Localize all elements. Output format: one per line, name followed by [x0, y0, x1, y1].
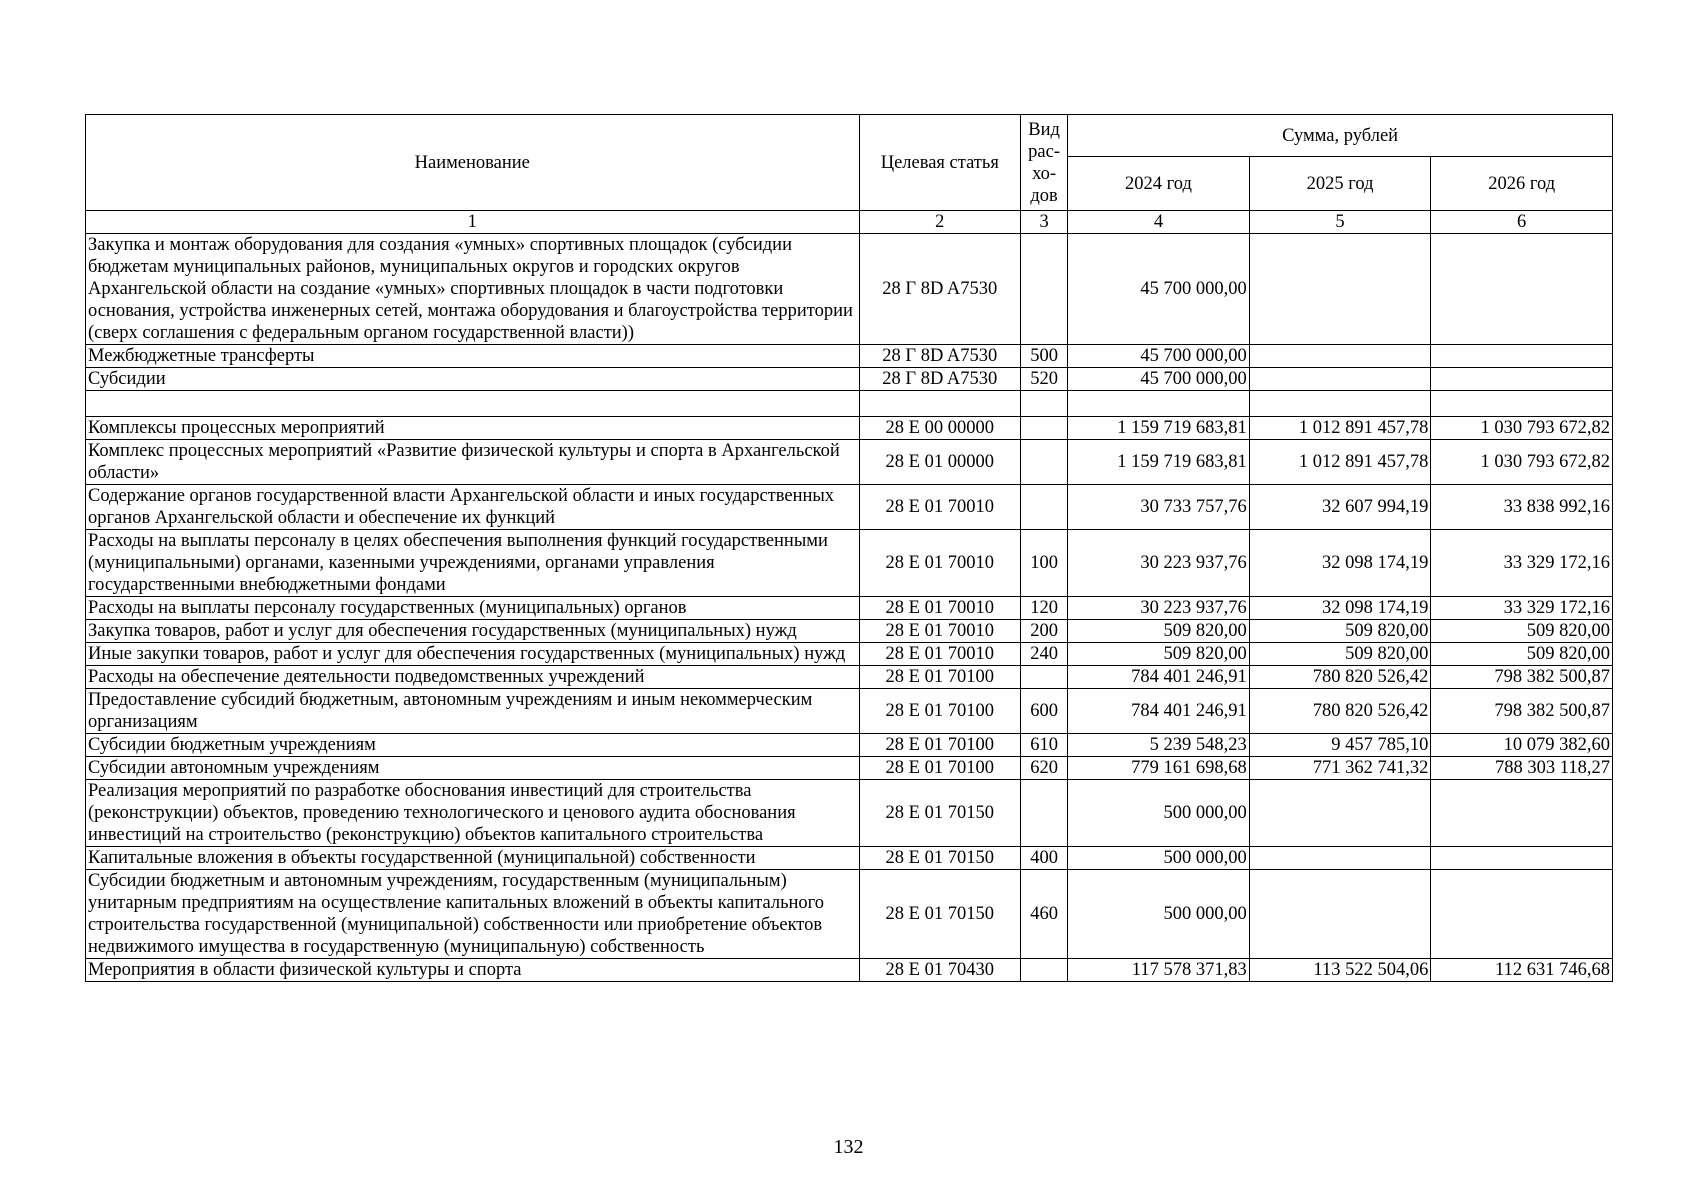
col-number: 2: [859, 211, 1021, 234]
row-code-cell: [859, 391, 1021, 417]
row-2025-cell: [1249, 345, 1431, 368]
row-2026-cell: 788 303 118,27: [1431, 757, 1613, 780]
row-2024-cell: 784 401 246,91: [1068, 689, 1250, 734]
row-2026-cell: [1431, 234, 1613, 345]
header-2024: 2024 год: [1068, 157, 1250, 211]
row-vid-cell: 460: [1021, 870, 1068, 959]
col-number: 5: [1249, 211, 1431, 234]
table-row: [86, 666, 1613, 689]
row-code-cell: 28 Е 01 70100: [859, 666, 1021, 689]
row-2025-cell: 509 820,00: [1249, 643, 1431, 666]
row-vid-cell: [1021, 485, 1068, 530]
row-name-cell: Иные закупки товаров, работ и услуг для обеспечения государственных (муниципальных) нужд: [86, 643, 860, 666]
row-2026-cell: 112 631 746,68: [1431, 959, 1613, 982]
row-2026-cell: [1431, 847, 1613, 870]
row-vid-cell: [1021, 234, 1068, 345]
row-name-cell: Субсидии бюджетным и автономным учреждениям, государственным (муниципальным) унитарным предприятиям на осуществление капитальных вложений в объекты капитального строительства государственной (муниципальной) собственности или приобретение объектов недвижимого имущества в государственную (муниципальную) собственность: [86, 870, 860, 959]
row-2025-cell: 509 820,00: [1249, 620, 1431, 643]
row-2024-cell: 117 578 371,83: [1068, 959, 1250, 982]
row-name-cell: Субсидии автономным учреждениям: [86, 757, 860, 780]
table-row: [86, 485, 1613, 530]
row-2024-cell: [1068, 391, 1250, 417]
row-vid-cell: [1021, 440, 1068, 485]
row-name-cell: Капитальные вложения в объекты государственной (муниципальной) собственности: [86, 847, 860, 870]
row-2025-cell: [1249, 847, 1431, 870]
row-vid-cell: 120: [1021, 597, 1068, 620]
row-code-cell: 28 Е 01 70010: [859, 620, 1021, 643]
row-vid-cell: 400: [1021, 847, 1068, 870]
row-vid-cell: 520: [1021, 368, 1068, 391]
row-2024-cell: 500 000,00: [1068, 780, 1250, 847]
header-2026: 2026 год: [1431, 157, 1613, 211]
column-numbers-row: [86, 211, 1613, 234]
row-2024-cell: 784 401 246,91: [1068, 666, 1250, 689]
row-code-cell: 28 Е 01 70100: [859, 757, 1021, 780]
row-code-cell: 28 Е 01 70100: [859, 734, 1021, 757]
row-code-cell: 28 Е 01 70100: [859, 689, 1021, 734]
row-2024-cell: 779 161 698,68: [1068, 757, 1250, 780]
table-body: [86, 234, 1613, 982]
header-2025: 2025 год: [1249, 157, 1431, 211]
row-name-cell: Расходы на обеспечение деятельности подведомственных учреждений: [86, 666, 860, 689]
row-name-cell: Содержание органов государственной власти Архангельской области и иных государственных органов Архангельской области и обеспечение их функций: [86, 485, 860, 530]
row-code-cell: 28 Г 8D A7530: [859, 234, 1021, 345]
row-2024-cell: 45 700 000,00: [1068, 234, 1250, 345]
row-code-cell: 28 Е 01 70150: [859, 780, 1021, 847]
row-code-cell: 28 Е 01 70010: [859, 485, 1021, 530]
row-code-cell: 28 Г 8D A7530: [859, 368, 1021, 391]
header-vid: Вид рас- хо- дов: [1021, 115, 1068, 211]
row-name-cell: Комплекс процессных мероприятий «Развитие физической культуры и спорта в Архангельской области»: [86, 440, 860, 485]
row-2026-cell: [1431, 391, 1613, 417]
row-name-cell: Межбюджетные трансферты: [86, 345, 860, 368]
row-name-cell: Субсидии: [86, 368, 860, 391]
row-vid-cell: 620: [1021, 757, 1068, 780]
row-2025-cell: 32 098 174,19: [1249, 530, 1431, 597]
table-row: [86, 959, 1613, 982]
row-2024-cell: 30 223 937,76: [1068, 530, 1250, 597]
table-row: [86, 643, 1613, 666]
row-2024-cell: 45 700 000,00: [1068, 368, 1250, 391]
col-number: 6: [1431, 211, 1613, 234]
row-name-cell: Субсидии бюджетным учреждениям: [86, 734, 860, 757]
row-vid-cell: 500: [1021, 345, 1068, 368]
row-2024-cell: 5 239 548,23: [1068, 734, 1250, 757]
row-name-cell: Мероприятия в области физической культуры и спорта: [86, 959, 860, 982]
table-row: [86, 440, 1613, 485]
row-name-cell: Расходы на выплаты персоналу в целях обеспечения выполнения функций государственными (муниципальными) органами, казенными учреждениями, органами управления государственными внебюджетными фондами: [86, 530, 860, 597]
row-code-cell: 28 Е 01 70430: [859, 959, 1021, 982]
row-vid-cell: 240: [1021, 643, 1068, 666]
page-number: 132: [833, 1136, 864, 1158]
row-code-cell: 28 Е 01 70010: [859, 597, 1021, 620]
row-2026-cell: 1 030 793 672,82: [1431, 440, 1613, 485]
row-2026-cell: 33 329 172,16: [1431, 530, 1613, 597]
row-2025-cell: 780 820 526,42: [1249, 689, 1431, 734]
row-2026-cell: 509 820,00: [1431, 643, 1613, 666]
row-2024-cell: 1 159 719 683,81: [1068, 440, 1250, 485]
row-vid-cell: [1021, 780, 1068, 847]
row-name-cell: Предоставление субсидий бюджетным, автономным учреждениям и иным некоммерческим организациям: [86, 689, 860, 734]
table-row: [86, 734, 1613, 757]
row-2025-cell: 32 607 994,19: [1249, 485, 1431, 530]
table-row: [86, 689, 1613, 734]
row-code-cell: 28 Е 01 70150: [859, 847, 1021, 870]
col-number: 3: [1021, 211, 1068, 234]
col-number: 4: [1068, 211, 1250, 234]
row-code-cell: 28 Г 8D A7530: [859, 345, 1021, 368]
row-2025-cell: [1249, 391, 1431, 417]
row-2024-cell: 500 000,00: [1068, 847, 1250, 870]
table-row: [86, 780, 1613, 847]
table-row: [86, 620, 1613, 643]
row-2025-cell: [1249, 368, 1431, 391]
row-2025-cell: 9 457 785,10: [1249, 734, 1431, 757]
table-row: [86, 757, 1613, 780]
row-name-cell: Комплексы процессных мероприятий: [86, 417, 860, 440]
row-2026-cell: [1431, 870, 1613, 959]
row-code-cell: 28 Е 01 70150: [859, 870, 1021, 959]
row-2026-cell: 509 820,00: [1431, 620, 1613, 643]
table-row: [86, 345, 1613, 368]
table-row: [86, 417, 1613, 440]
row-2025-cell: 780 820 526,42: [1249, 666, 1431, 689]
row-2026-cell: 10 079 382,60: [1431, 734, 1613, 757]
row-2024-cell: 30 733 757,76: [1068, 485, 1250, 530]
row-2024-cell: 30 223 937,76: [1068, 597, 1250, 620]
row-2024-cell: 509 820,00: [1068, 620, 1250, 643]
row-name-cell: [86, 391, 860, 417]
row-2024-cell: 1 159 719 683,81: [1068, 417, 1250, 440]
row-vid-cell: [1021, 391, 1068, 417]
budget-table: [85, 114, 1613, 982]
row-2024-cell: 509 820,00: [1068, 643, 1250, 666]
header-target: Целевая статья: [859, 115, 1021, 211]
row-2025-cell: 32 098 174,19: [1249, 597, 1431, 620]
row-2026-cell: 33 838 992,16: [1431, 485, 1613, 530]
row-2026-cell: [1431, 780, 1613, 847]
table-row: [86, 368, 1613, 391]
row-2026-cell: [1431, 345, 1613, 368]
header-sum: Сумма, рублей: [1068, 115, 1613, 157]
row-2025-cell: 1 012 891 457,78: [1249, 417, 1431, 440]
header-name: Наименование: [86, 115, 860, 211]
row-2026-cell: 33 329 172,16: [1431, 597, 1613, 620]
row-vid-cell: 600: [1021, 689, 1068, 734]
table-row: [86, 234, 1613, 345]
row-name-cell: Закупка товаров, работ и услуг для обеспечения государственных (муниципальных) нужд: [86, 620, 860, 643]
table-row: [86, 391, 1613, 417]
table-row: [86, 870, 1613, 959]
row-2026-cell: [1431, 368, 1613, 391]
row-name-cell: Реализация мероприятий по разработке обоснования инвестиций для строительства (реконструкции) объектов, проведению технологического и ценового аудита обоснования инвестиций на строительство (реконструкцию) объектов капитального строительства: [86, 780, 860, 847]
row-code-cell: 28 Е 01 00000: [859, 440, 1021, 485]
table-row: [86, 530, 1613, 597]
row-2025-cell: [1249, 780, 1431, 847]
row-name-cell: Расходы на выплаты персоналу государственных (муниципальных) органов: [86, 597, 860, 620]
row-2024-cell: 500 000,00: [1068, 870, 1250, 959]
row-name-cell: Закупка и монтаж оборудования для создания «умных» спортивных площадок (субсидии бюджетам муниципальных районов, муниципальных округов и городских округов Архангельской области на создание «умных» спортивных площадок в части подготовки основания, устройства инженерных сетей, монтажа оборудования и благоустройства территории (сверх соглашения с федеральным органом государственной власти)): [86, 234, 860, 345]
row-2026-cell: 1 030 793 672,82: [1431, 417, 1613, 440]
row-2024-cell: 45 700 000,00: [1068, 345, 1250, 368]
row-2025-cell: [1249, 234, 1431, 345]
table-row: [86, 847, 1613, 870]
row-2025-cell: 1 012 891 457,78: [1249, 440, 1431, 485]
row-code-cell: 28 Е 01 70010: [859, 643, 1021, 666]
row-vid-cell: [1021, 959, 1068, 982]
row-2026-cell: 798 382 500,87: [1431, 689, 1613, 734]
row-vid-cell: 610: [1021, 734, 1068, 757]
row-2025-cell: 771 362 741,32: [1249, 757, 1431, 780]
row-vid-cell: [1021, 666, 1068, 689]
table-row: [86, 597, 1613, 620]
row-2025-cell: [1249, 870, 1431, 959]
row-2026-cell: 798 382 500,87: [1431, 666, 1613, 689]
row-vid-cell: 100: [1021, 530, 1068, 597]
row-vid-cell: [1021, 417, 1068, 440]
row-2025-cell: 113 522 504,06: [1249, 959, 1431, 982]
col-number: 1: [86, 211, 860, 234]
row-code-cell: 28 Е 00 00000: [859, 417, 1021, 440]
row-vid-cell: 200: [1021, 620, 1068, 643]
row-code-cell: 28 Е 01 70010: [859, 530, 1021, 597]
